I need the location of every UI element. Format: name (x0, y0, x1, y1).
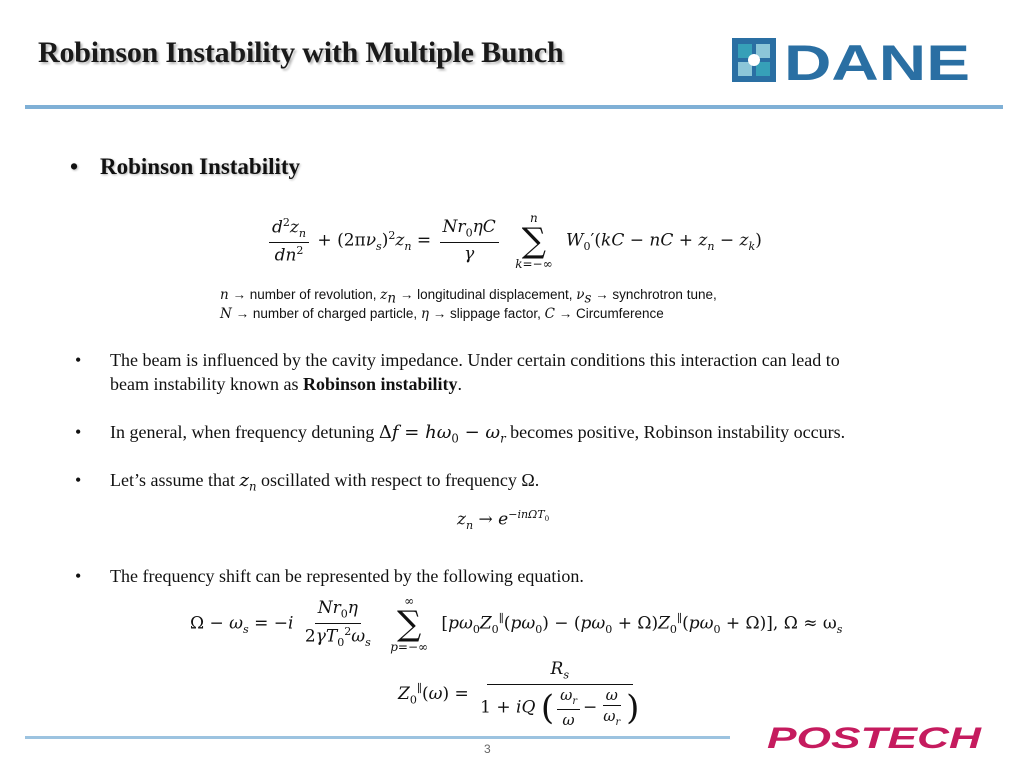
dane-logo-emblem (732, 38, 776, 82)
legend-line-1: n → number of revolution, $z_n$ → longitudinal displacement, $\nu_s$ → synchrotron tune, (220, 287, 717, 307)
point-1-line-2: beam instability known as Robinson instability. (110, 374, 463, 394)
approx-condition: , Ω ≈ ω (772, 613, 837, 634)
postech-logo (765, 720, 985, 752)
summation-p: ∞ ∑ p=−∞ (390, 594, 429, 654)
legend-line-2: N → number of charged particle, η → slippage factor, C → Circumference (220, 306, 664, 322)
slide-title: Robinson Instability with Multiple Bunch (38, 36, 564, 69)
impedance-equation: $Z_0^\parallel(\omega)$ = $R_s$ 1 + iQ ( $\frac{\omega_r}{\omega}$ − $\frac{\omega}{\omega_r}$ ) (398, 659, 640, 730)
oscillation-equation: $z_n \to e^{-in\Omega T_0}$ (457, 508, 550, 533)
section-heading-text: Robinson Instability (100, 154, 301, 179)
postech-logo-text: POSTECH (767, 722, 983, 752)
sum-upper-limit: n (530, 211, 538, 225)
sum-lower-limit: k=−∞ (515, 257, 553, 271)
robinson-equation: $\frac{d^2z_n}{dn^2}$ + $(2\pi\nu_s)^2z_n$ = $\frac{Nr_0\eta C}{\gamma}$ n ∑ k=−∞ $W_0'(kC$ − nC + $z_n - z_k$) (266, 212, 762, 270)
detuning-expression: $\Delta f = h\omega_0 - \omega_r$ (378, 422, 506, 446)
header-divider (25, 105, 1003, 109)
dane-logo-text: DANE (784, 36, 970, 86)
point-1-line-1: The beam is influenced by the cavity impedance. Under certain conditions this interaction can lead to (110, 350, 840, 370)
frequency-shift-equation: $\Omega - \omega_s = -i$ $\frac{Nr_0\eta}{2\gamma T_0^2\omega_s}$ ∞ ∑ p=−∞ $[p\omega_0Z_0^\parallel(p\omega_0) - (p\omega_0 + \Omega)Z_0^\parallel(p\omega_0 + \Omega)]$, $\Omega \approx \omega_s$ (190, 594, 843, 654)
bullet-marker: • (70, 154, 79, 179)
summation: n ∑ k=−∞ (515, 211, 553, 271)
dane-logo (730, 36, 975, 86)
footer-divider (25, 736, 730, 739)
sum-p-upper-limit: ∞ (404, 594, 415, 608)
section-heading (70, 154, 300, 180)
sum-p-lower-limit: p=−∞ (390, 640, 429, 654)
page-number: 3 (484, 742, 491, 756)
